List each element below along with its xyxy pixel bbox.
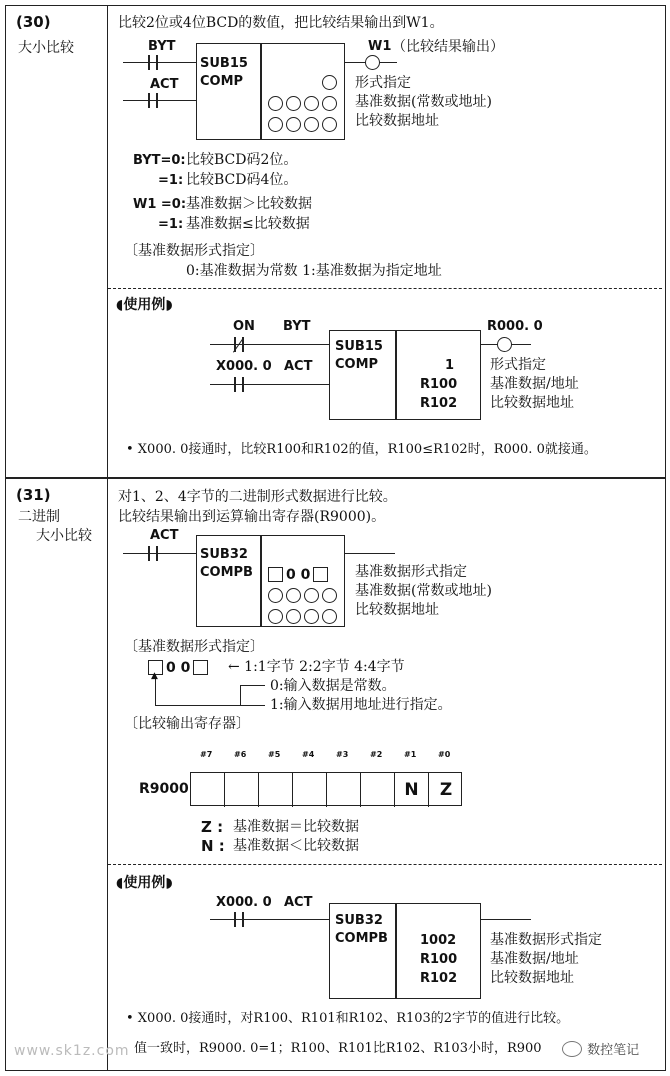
rung-line [210, 919, 330, 920]
fmt-bracket [240, 685, 241, 705]
w1-coil-icon [365, 55, 380, 70]
section-30-number: (30) [16, 13, 51, 31]
w11-desc: 基准数据≤比较数据 [186, 216, 310, 232]
register-bit-cell [191, 773, 225, 807]
fmt-opt0: 0:输入数据是常数。 [270, 678, 396, 694]
output-line [481, 919, 531, 920]
w1-label: W1 [368, 39, 392, 54]
ex-label-2: 比较数据地址 [490, 395, 574, 411]
param31-label-1: 基准数据(常数或地址) [355, 583, 492, 599]
bit-label: #1 [404, 750, 417, 759]
ex-label-0: 形式指定 [490, 357, 546, 373]
act-label: ACT [150, 77, 179, 92]
register-bit-cell [327, 773, 361, 807]
ex31-func-name: SUB32 [335, 913, 383, 928]
bit-label: #0 [438, 750, 451, 759]
contact-bar [234, 912, 236, 927]
contact-bar [242, 912, 244, 927]
param-symbols-31 [268, 564, 340, 625]
section-31-desc-1: 对1、2、4字节的二进制形式数据进行比较。 [118, 489, 397, 505]
param31-label-2: 比较数据地址 [355, 602, 439, 618]
contact-bar [148, 55, 150, 70]
fmt-title-30: 〔基准数据形式指定〕 [124, 243, 264, 259]
ex-value-2: R102 [420, 396, 458, 411]
bit-labels [190, 750, 462, 762]
ex31-value-2: R102 [420, 971, 458, 986]
watermark-right [558, 1036, 643, 1060]
row-divider [5, 477, 666, 479]
contact-bar [242, 377, 244, 392]
bit-label: #5 [268, 750, 281, 759]
fmt-line-30: 0:基准数据为常数 1:基准数据为指定地址 [186, 263, 442, 279]
register-bit-cell [225, 773, 259, 807]
watermark-right-text: 数控笔记 [587, 1043, 640, 1058]
example-title-31: ◖使用例◗ [116, 875, 173, 891]
byt-label: BYT [148, 39, 176, 54]
sub32-compb: COMPB [200, 565, 253, 580]
column-divider [107, 5, 108, 1071]
r000-coil-icon [497, 337, 512, 352]
bit-label: #7 [200, 750, 213, 759]
param-label-1: 基准数据(常数或地址) [355, 94, 492, 110]
param-label-0: 形式指定 [355, 75, 411, 91]
ex31-func-sub: COMPB [335, 931, 388, 946]
byt1-key: =1: [158, 173, 184, 188]
section-30-title: 大小比较 [18, 40, 74, 56]
contact-bar [156, 546, 158, 561]
fmt-digits: 0 0 [166, 659, 191, 676]
fmt-title-31: 〔基准数据形式指定〕 [124, 639, 264, 655]
ex-out-label: R000. 0 [487, 319, 543, 334]
rung-line [210, 384, 330, 385]
block-divider [395, 903, 397, 999]
r9000-register [190, 772, 462, 806]
contact-bar [156, 93, 158, 108]
n-desc: 基准数据＜比较数据 [233, 838, 359, 854]
register-bit-cell [293, 773, 327, 807]
section-31-title-1: 二进制 [18, 509, 60, 525]
byt0-desc: 比较BCD码2位。 [186, 152, 298, 168]
ex31-label-0: 基准数据形式指定 [490, 932, 602, 948]
ex-label-1: 基准数据/地址 [490, 376, 579, 392]
contact-bar [234, 377, 236, 392]
act-label-31: ACT [150, 528, 179, 543]
ex-x-label: X000. 0 [216, 359, 272, 374]
byt0-key: BYT=0: [133, 153, 186, 168]
ex31-value-0: 1002 [420, 933, 457, 948]
output-line [345, 553, 395, 554]
example-separator-31 [108, 864, 662, 865]
w10-desc: 基准数据＞比较数据 [186, 196, 312, 212]
contact-bar [156, 55, 158, 70]
section-31-desc-2: 比较结果输出到运算输出寄存器(R9000)。 [118, 509, 386, 525]
block-divider [395, 330, 397, 420]
fmt-bracket [240, 685, 265, 686]
byt1-desc: 比较BCD码4位。 [186, 172, 298, 188]
section-31-title-2: 大小比较 [36, 528, 92, 544]
ex31-note-1: • X000. 0接通时，对R100、R101和R102、R103的2字节的值进行比较。 [126, 1011, 570, 1026]
ex31-act-label: ACT [284, 895, 313, 910]
reg-name: R9000 [139, 781, 189, 797]
ex31-label-1: 基准数据/地址 [490, 951, 579, 967]
block-divider [260, 535, 262, 627]
wechat-icon [562, 1041, 582, 1057]
register-bit-cell [361, 773, 395, 807]
section-31-number: (31) [16, 486, 51, 504]
bit-label: #3 [336, 750, 349, 759]
w1-note: （比较结果输出） [392, 39, 504, 55]
ex-value-0: 1 [445, 358, 455, 373]
fmt-arrow-text: ← 1:1字节 2:2字节 4:4字节 [228, 659, 405, 675]
param-label-2: 比较数据地址 [355, 113, 439, 129]
ex-value-1: R100 [420, 377, 458, 392]
param-circles [268, 72, 340, 133]
register-bit-cell: Z [439, 780, 453, 800]
ex-func-name: SUB15 [335, 339, 383, 354]
block-divider [260, 43, 262, 140]
bit-label: #2 [370, 750, 383, 759]
fmt-opt1: 1:输入数据用地址进行指定。 [270, 697, 452, 713]
ex31-label-2: 比较数据地址 [490, 970, 574, 986]
sub15-name: SUB15 [200, 56, 248, 71]
ex31-x-label: X000. 0 [216, 895, 272, 910]
example-title-30: ◖使用例◗ [116, 297, 173, 313]
ex31-note-2: 值一致时，R9000. 0=1；R100、R101比R102、R103小时，R900 [134, 1041, 542, 1056]
bit-label: #6 [234, 750, 247, 759]
z-key: Z : [201, 818, 224, 836]
z-desc: 基准数据＝比较数据 [233, 819, 359, 835]
arrow-up-icon: ▲ [151, 671, 158, 681]
rung-line [123, 553, 197, 554]
ex-act-label: ACT [284, 359, 313, 374]
n-key: N : [201, 837, 225, 855]
contact-bar [148, 546, 150, 561]
rung-line [123, 100, 197, 101]
rung-line [210, 344, 330, 345]
w11-key: =1: [158, 217, 184, 232]
ex-on-label: ON [233, 319, 255, 334]
ex-func-sub: COMP [335, 357, 379, 372]
contact-bar [148, 93, 150, 108]
param31-label-0: 基准数据形式指定 [355, 564, 467, 580]
w10-key: W1 =0: [133, 197, 187, 212]
fmt-arrow-line [155, 705, 265, 706]
param-digits: 0 0 [286, 566, 311, 583]
example-separator [108, 288, 662, 289]
register-bit-cell [259, 773, 293, 807]
bit-label: #4 [302, 750, 315, 759]
sub32-name: SUB32 [200, 547, 248, 562]
sub15-comp: COMP [200, 74, 244, 89]
rung-line [123, 62, 197, 63]
watermark-left: www.sk1z.com [14, 1043, 130, 1059]
section-30-description: 比较2位或4位BCD的数值，把比较结果输出到W1。 [118, 15, 444, 31]
ex-byt-label: BYT [283, 319, 311, 334]
ex-note-30: • X000. 0接通时，比较R100和R102的值，R100≤R102时，R000. 0就接通。 [126, 442, 597, 457]
register-bit-cell: N [395, 773, 429, 807]
reg-title: 〔比较输出寄存器〕 [124, 716, 250, 732]
ex31-value-1: R100 [420, 952, 458, 967]
